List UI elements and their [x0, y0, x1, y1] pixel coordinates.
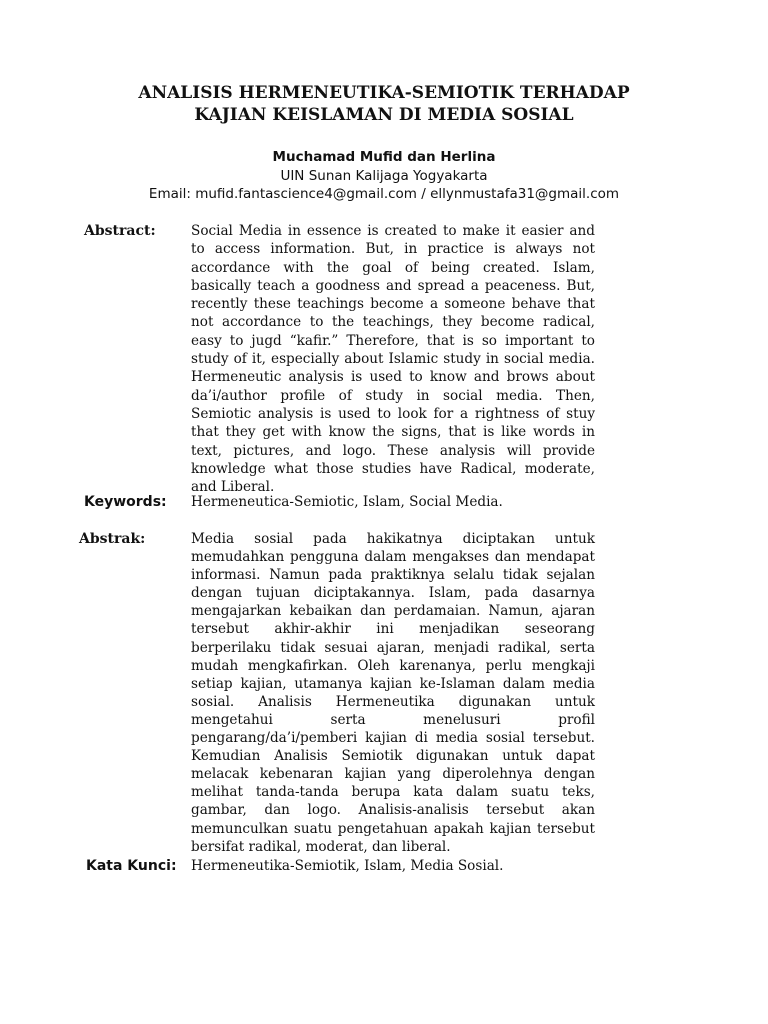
title-line-2: KAJIAN KEISLAMAN DI MEDIA SOSIAL	[194, 105, 574, 125]
author-names: Muchamad Mufid dan Herlina	[272, 149, 496, 165]
keywords-label: Keywords:	[84, 494, 167, 510]
paper-title	[60, 82, 708, 126]
author-email: Email: mufid.fantascience4@gmail.com / ellynmustafa31@gmail.com	[148, 186, 620, 202]
abstrak-text: Media sosial pada hakikatnya diciptakan untuk memudahkan pengguna dalam mengakses dan mendapat informasi. Namun pada praktiknya selalu tidak sejalan dengan tujuan diciptakannya. Islam, pada dasarnya mengajarkan kebaikan dan perdamaian. Namun, ajaran tersebut akhir-akhir ini menjadikan seseorang berperilaku tidak sesuai ajaran, menjadi radikal, serta mudah mengkafirkan. Oleh karenanya, perlu mengkaji setiap kajian, utamanya kajian ke-Islaman dalam media sosial. Analisis Hermeneutika digunakan untuk mengetahui serta menelusuri profil pengarang/da’i/pemberi kajian di media sosial tersebut. Kemudian Analisis Semiotik digunakan untuk dapat melacak kebenaran kajian yang diperolehnya dengan melihat tanda-tanda berupa kata dalam suatu teks, gambar, dan logo. Analisis-analisis tersebut akan memunculkan suatu pengetahuan apakah kajian tersebut bersifat radikal, moderat, dan liberal.	[191, 531, 595, 855]
author-block	[60, 148, 708, 204]
abstrak-label: Abstrak:	[79, 531, 146, 547]
keywords-text: Hermeneutica-Semiotic, Islam, Social Media.	[191, 494, 503, 510]
kata-kunci-text: Hermeneutika-Semiotik, Islam, Media Sosial.	[191, 858, 504, 874]
abstract-text: Social Media in essence is created to make it easier and to access information. But, in practice is always not accordance with the goal of being created. Islam, basically teach a goodness and spread a peaceness. But, recently these teachings become a someone behave that not accordance to the teachings, they become radical, easy to jugd “kafir.” Therefore, that is so important to study of it, especially about Islamic study in social media. Hermeneutic analysis is used to know and brows about da’i/author profile of study in social media. Then, Semiotic analysis is used to look for a rightness of stuy that they get with know the signs, that is like words in text, pictures, and logo. These analysis will provide knowledge what those studies have Radical, moderate, and Liberal.	[191, 223, 595, 496]
kata-kunci-label: Kata Kunci:	[86, 858, 177, 874]
abstract-label: Abstract:	[84, 223, 156, 239]
title-line-1: ANALISIS HERMENEUTIKA-SEMIOTIK TERHADAP	[138, 83, 630, 103]
author-affiliation: UIN Sunan Kalijaga Yogyakarta	[280, 167, 488, 184]
